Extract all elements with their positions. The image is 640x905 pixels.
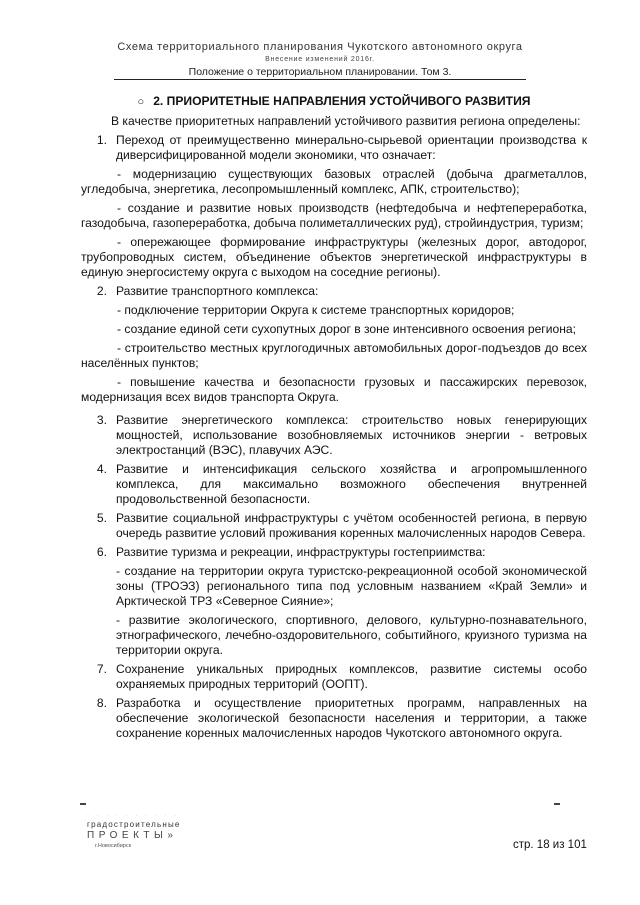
list-item <box>81 413 587 458</box>
sub-item: - подключение территории Округа к системе транспортных коридоров; <box>117 303 515 317</box>
section-title-text: 2. ПРИОРИТЕТНЫЕ НАПРАВЛЕНИЯ УСТОЙЧИВОГО РАЗВИТИЯ <box>153 94 531 108</box>
item-number: 5. <box>96 511 107 525</box>
list-item <box>81 662 587 692</box>
item-text: Развитие социальной инфраструктуры с учётом особенностей региона, в первую очередь развитие условий проживания коренных малочисленных народов Севера. <box>116 511 587 540</box>
footer-mark-left <box>80 803 86 805</box>
list-item <box>81 511 587 541</box>
item-number: 3. <box>96 413 107 427</box>
item-number: 8. <box>96 696 107 710</box>
page-number: стр. 18 из 101 <box>513 839 587 851</box>
list-item <box>81 133 587 163</box>
item-text: Сохранение уникальных природных комплексов, развитие системы особо охраняемых природных территорий (ООПТ). <box>116 662 587 691</box>
document-body <box>81 94 587 745</box>
logo-line2: ПРОЕКТЫ» <box>87 830 178 841</box>
item-text: Развитие туризма и рекреации, инфраструктуры гостеприимства: <box>116 545 486 559</box>
item-number: 4. <box>96 462 107 476</box>
sub-item: - развитие экологического, спортивного, делового, культурно-познавательного, этнографического, лечебно-оздоровительного, событийного, круизного туризма на территории округа. <box>116 613 587 657</box>
list-item <box>81 545 587 560</box>
header-title: Схема территориального планирования Чукотского автономного округа <box>117 41 523 53</box>
sub-item: - опережающее формирование инфраструктуры (железных дорог, автодорог, трубопроводных систем, объединение объектов энергетической инфраструктуры в единую энергосистему округа с выходом на соседние регионы). <box>81 235 587 279</box>
sub-item: - повышение качества и безопасности грузовых и пассажирских перевозок, модернизация всех видов транспорта Округа. <box>81 375 587 404</box>
sub-item: - создание и развитие новых производств (нефтедобыча и нефтепереработка, газодобыча, газопереработка, добыча полиметаллических руд), стройиндустрия, туризм; <box>81 201 587 230</box>
logo-line1: градостроительные <box>87 820 181 829</box>
header-subtitle: Внесение изменений 2016г. <box>265 56 375 63</box>
list-item <box>81 696 587 741</box>
item-text: Разработка и осуществление приоритетных программ, направленных на обеспечение экологической безопасности населения и территории, а также сохранение коренных малочисленных народов Чукотского автономного округа. <box>116 696 587 740</box>
item-text: Развитие транспортного комплекса: <box>116 284 319 298</box>
bullet-icon: ○ <box>137 96 145 108</box>
sub-item: - строительство местных круглогодичных автомобильных дорог-подъездов до всех населённых пунктов; <box>81 341 587 370</box>
logo-decoration: · · · · · · · · · · <box>87 813 179 819</box>
header-divider <box>114 79 526 80</box>
item-text: Развитие и интенсификация сельского хозяйства и агропромышленного комплекса, для максимально возможного обеспечения внутренней продовольственной безопасности. <box>116 462 587 506</box>
sub-item: - модернизацию существующих базовых отраслей (добыча драгметаллов, угледобыча, энергетика, лесопромышленный комплекс, АПК, строительство); <box>81 167 587 196</box>
item-number: 6. <box>96 545 107 559</box>
item-number: 7. <box>96 662 107 676</box>
document-header <box>0 41 640 79</box>
sub-item: - создание единой сети сухопутных дорог в зоне интенсивного освоения региона; <box>117 322 576 336</box>
logo-city: г.Новосибирск <box>95 843 132 849</box>
item-number: 1. <box>96 133 107 147</box>
section-intro: В качестве приоритетных направлений устойчивого развития региона определены: <box>111 114 581 128</box>
company-logo <box>87 812 207 850</box>
item-number: 2. <box>96 284 107 298</box>
item-text: Развитие энергетического комплекса: строительство новых генерирующих мощностей, использование возобновляемых источников энергии - ветровых электростанций (ВЭС), плавучих АЭС. <box>116 413 587 457</box>
footer-mark-right <box>554 803 560 805</box>
sub-item: - создание на территории округа туристско-рекреационной особой экономической зоны (ТРОЭЗ) регионального типа под условным названием «Край Земли» и Арктической ТРЗ «Северное Сияние»; <box>116 564 587 608</box>
header-volume: Положение о территориальном планировании. Том 3. <box>188 66 452 78</box>
list-item <box>81 462 587 507</box>
section-title <box>81 94 587 110</box>
list-item <box>81 284 587 299</box>
item-text: Переход от преимущественно минерально-сырьевой ориентации производства к диверсифицированной модели экономики, что означает: <box>116 133 587 162</box>
